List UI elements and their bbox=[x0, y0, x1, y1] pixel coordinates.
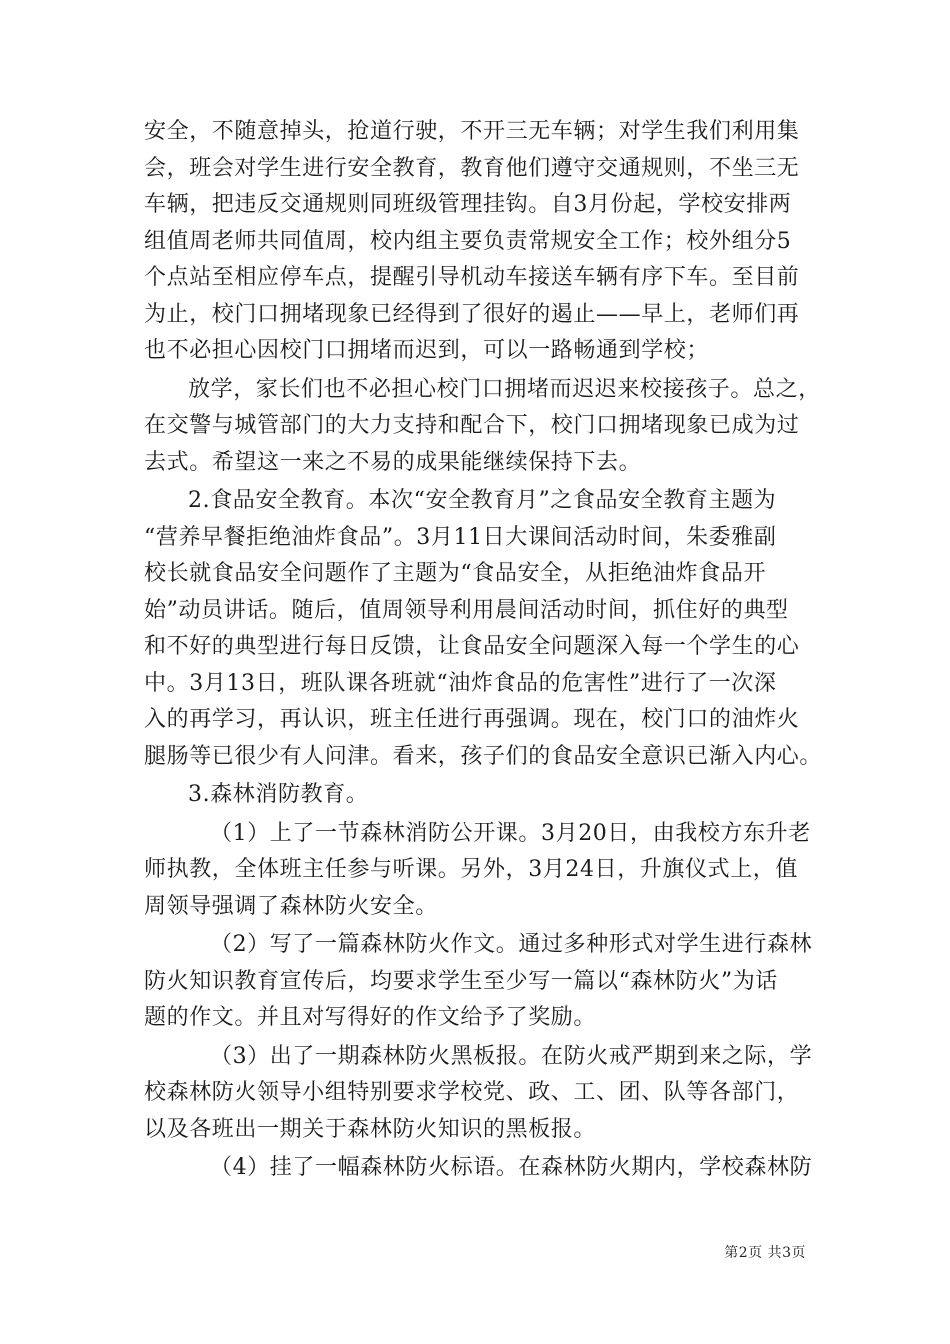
text-line: 组值周老师共同值周，校内组主要负责常规安全工作；校外组分5 bbox=[144, 228, 792, 254]
text-line: 防火知识教育宣传后，均要求学生至少写一篇以“森林防火”为话 bbox=[144, 968, 778, 994]
list-item-start-line: （1）上了一节森林消防公开课。3月20日，由我校方东升老 bbox=[210, 820, 811, 846]
text-line: 校森林防火领导小组特别要求学校党、政、工、团、队等各部门， bbox=[144, 1080, 800, 1105]
section-heading-forest-fire: 3.森林消防教育。 bbox=[188, 782, 369, 807]
text-line: “营养早餐拒绝油炸食品”。3月11日大课间活动时间，朱委雅副 bbox=[144, 524, 777, 550]
text-line: 为止，校门口拥堵现象已经得到了很好的遏止——早上，老师们再 bbox=[144, 301, 800, 327]
list-item-start-line: （3）出了一期森林防火黑板报。在防火戒严期到来之际，学 bbox=[210, 1043, 813, 1069]
text-line: 师执教，全体班主任参与听课。另外，3月24日，升旗仪式上，值 bbox=[144, 857, 798, 882]
text-line: 校长就食品安全问题作了主题为“食品安全，从拒绝油炸食品开 bbox=[144, 561, 767, 586]
text-line: 入的再学习，再认识，班主任进行再强调。现在，校门口的油炸火 bbox=[144, 707, 800, 732]
text-line: 和不好的典型进行每日反馈，让食品安全问题深入每一个学生的心 bbox=[144, 634, 800, 659]
text-line: 始”动员讲话。随后，值周领导利用晨间活动时间，抓住好的典型 bbox=[144, 597, 789, 623]
page-number-footer: 第2页 共3页 bbox=[724, 1245, 806, 1261]
text-line: 安全，不随意掉头，抢道行驶，不开三无车辆；对学生我们利用集 bbox=[144, 119, 800, 144]
list-item-start-line: （2）写了一篇森林防火作文。通过多种形式对学生进行森林 bbox=[210, 932, 813, 957]
text-line: 个点站至相应停车点，提醒引导机动车接送车辆有序下车。至目前 bbox=[144, 265, 800, 290]
text-line: 中。3月13日，班队课各班就“油炸食品的危害性”进行了一次深 bbox=[144, 670, 777, 696]
list-item-start-line: （4）挂了一幅森林防火标语。在森林防火期内，学校森林防 bbox=[210, 1155, 813, 1180]
text-line: 会，班会对学生进行安全教育，教育他们遵守交通规则，不坐三无 bbox=[144, 155, 800, 181]
text-line: 也不必担心因校门口拥堵而迟到，可以一路畅通到学校； bbox=[144, 338, 710, 363]
text-line: 题的作文。并且对写得好的作文给予了奖励。 bbox=[144, 1005, 597, 1030]
paragraph-start-line: 放学，家长们也不必担心校门口拥堵而迟迟来校接孩子。总之， bbox=[188, 376, 821, 402]
text-line: 以及各班出一期关于森林防火知识的黑板报。 bbox=[144, 1116, 597, 1142]
text-line: 腿肠等已很少有人问津。看来，孩子们的食品安全意识已渐入内心。 bbox=[144, 743, 823, 769]
text-line: 去式。希望这一来之不易的成果能继续保持下去。 bbox=[144, 449, 642, 475]
text-line: 在交警与城管部门的大力支持和配合下，校门口拥堵现象已成为过 bbox=[144, 413, 800, 438]
body-text bbox=[144, 114, 823, 1187]
text-line: 车辆，把违反交通规则同班级管理挂钩。自3月份起，学校安排两 bbox=[144, 192, 792, 217]
section-heading-food-safety: 2.食品安全教育。本次“安全教育月”之食品安全教育主题为 bbox=[188, 488, 777, 513]
text-line: 周领导强调了森林防火安全。 bbox=[144, 893, 438, 919]
